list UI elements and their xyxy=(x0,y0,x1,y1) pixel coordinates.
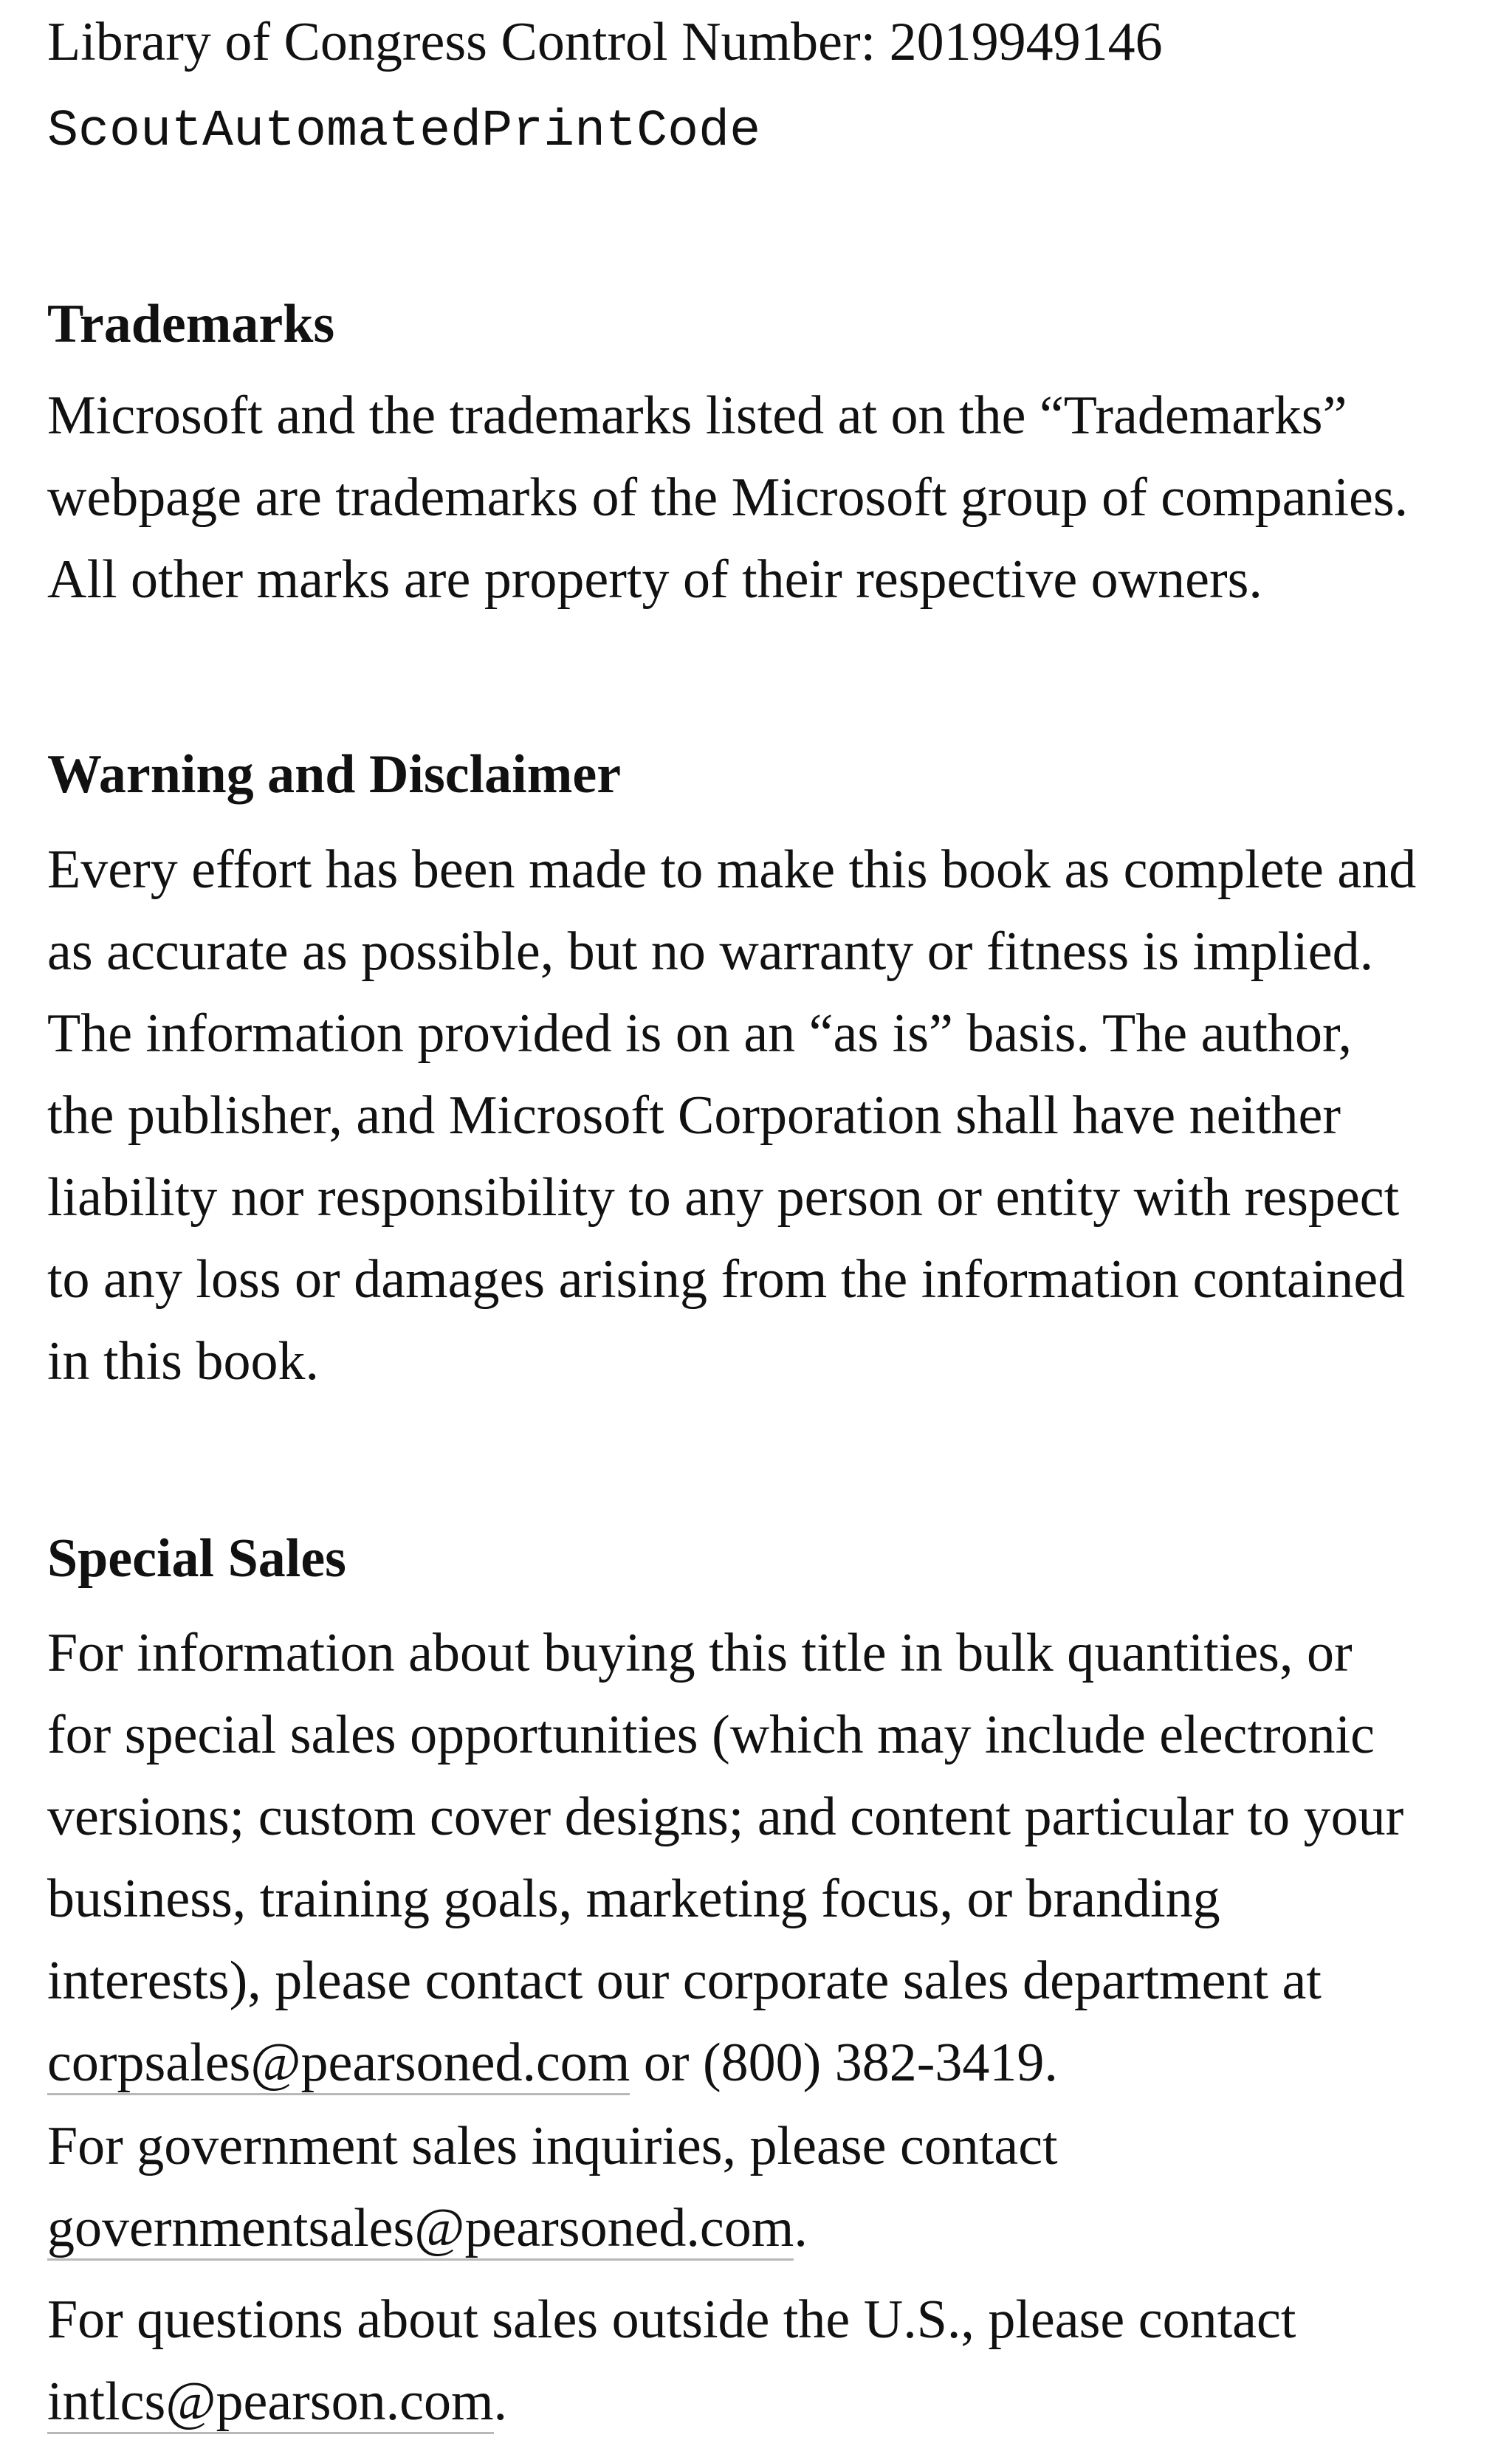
international-sales-paragraph xyxy=(47,2279,1472,2443)
warning-paragraph xyxy=(47,829,1472,1403)
special-sales-heading: Special Sales xyxy=(47,1528,346,1589)
text-line: versions; custom cover designs; and content particular to your xyxy=(47,1787,1404,1847)
text-line: For questions about sales outside the U.S., please contact xyxy=(47,2289,1296,2350)
text-line: to any loss or damages arising from the information contained xyxy=(47,1249,1406,1310)
text-line: Every effort has been made to make this book as complete and xyxy=(47,839,1417,900)
text-line: For government sales inquiries, please contact xyxy=(47,2116,1058,2176)
text-line: in this book. xyxy=(47,1331,319,1392)
gov-contact-line xyxy=(47,2188,1472,2270)
text-line: liability nor responsibility to any person or entity with respect xyxy=(47,1167,1400,1228)
corp-phone-text: or (800) 382-3419. xyxy=(630,2033,1058,2093)
text-line: interests), please contact our corporate sales department at xyxy=(47,1951,1322,2011)
trademarks-paragraph xyxy=(47,375,1472,621)
text-line: webpage are trademarks of the Microsoft group of companies. xyxy=(47,467,1409,528)
government-sales-paragraph xyxy=(47,2106,1472,2270)
text-line: The information provided is on an “as is” basis. The author, xyxy=(47,1003,1353,1064)
special-sales-paragraph xyxy=(47,1612,1472,2104)
text-line: For information about buying this title in bulk quantities, or xyxy=(47,1623,1353,1683)
text-line: business, training goals, marketing focus, or branding xyxy=(47,1869,1220,1929)
text-line: Microsoft and the trademarks listed at on the “Trademarks” xyxy=(47,385,1347,446)
gov-period: . xyxy=(794,2198,808,2258)
governmentsales-email-link[interactable]: governmentsales@pearsoned.com xyxy=(47,2198,794,2261)
trademarks-heading: Trademarks xyxy=(47,294,335,354)
intlcs-email-link[interactable]: intlcs@pearson.com xyxy=(47,2371,494,2434)
warning-heading: Warning and Disclaimer xyxy=(47,744,622,805)
text-line: All other marks are property of their respective owners. xyxy=(47,549,1262,610)
text-line: for special sales opportunities (which may include electronic xyxy=(47,1705,1375,1765)
print-code: ScoutAutomatedPrintCode xyxy=(47,103,761,161)
corp-contact-line xyxy=(47,2022,1472,2104)
lccn-line: Library of Congress Control Number: 2019949146 xyxy=(47,12,1163,72)
text-line: as accurate as possible, but no warranty or fitness is implied. xyxy=(47,921,1374,982)
intl-contact-line xyxy=(47,2361,1472,2443)
corpsales-email-link[interactable]: corpsales@pearsoned.com xyxy=(47,2033,630,2095)
text-line: the publisher, and Microsoft Corporation shall have neither xyxy=(47,1085,1341,1146)
intl-period: . xyxy=(493,2371,508,2432)
